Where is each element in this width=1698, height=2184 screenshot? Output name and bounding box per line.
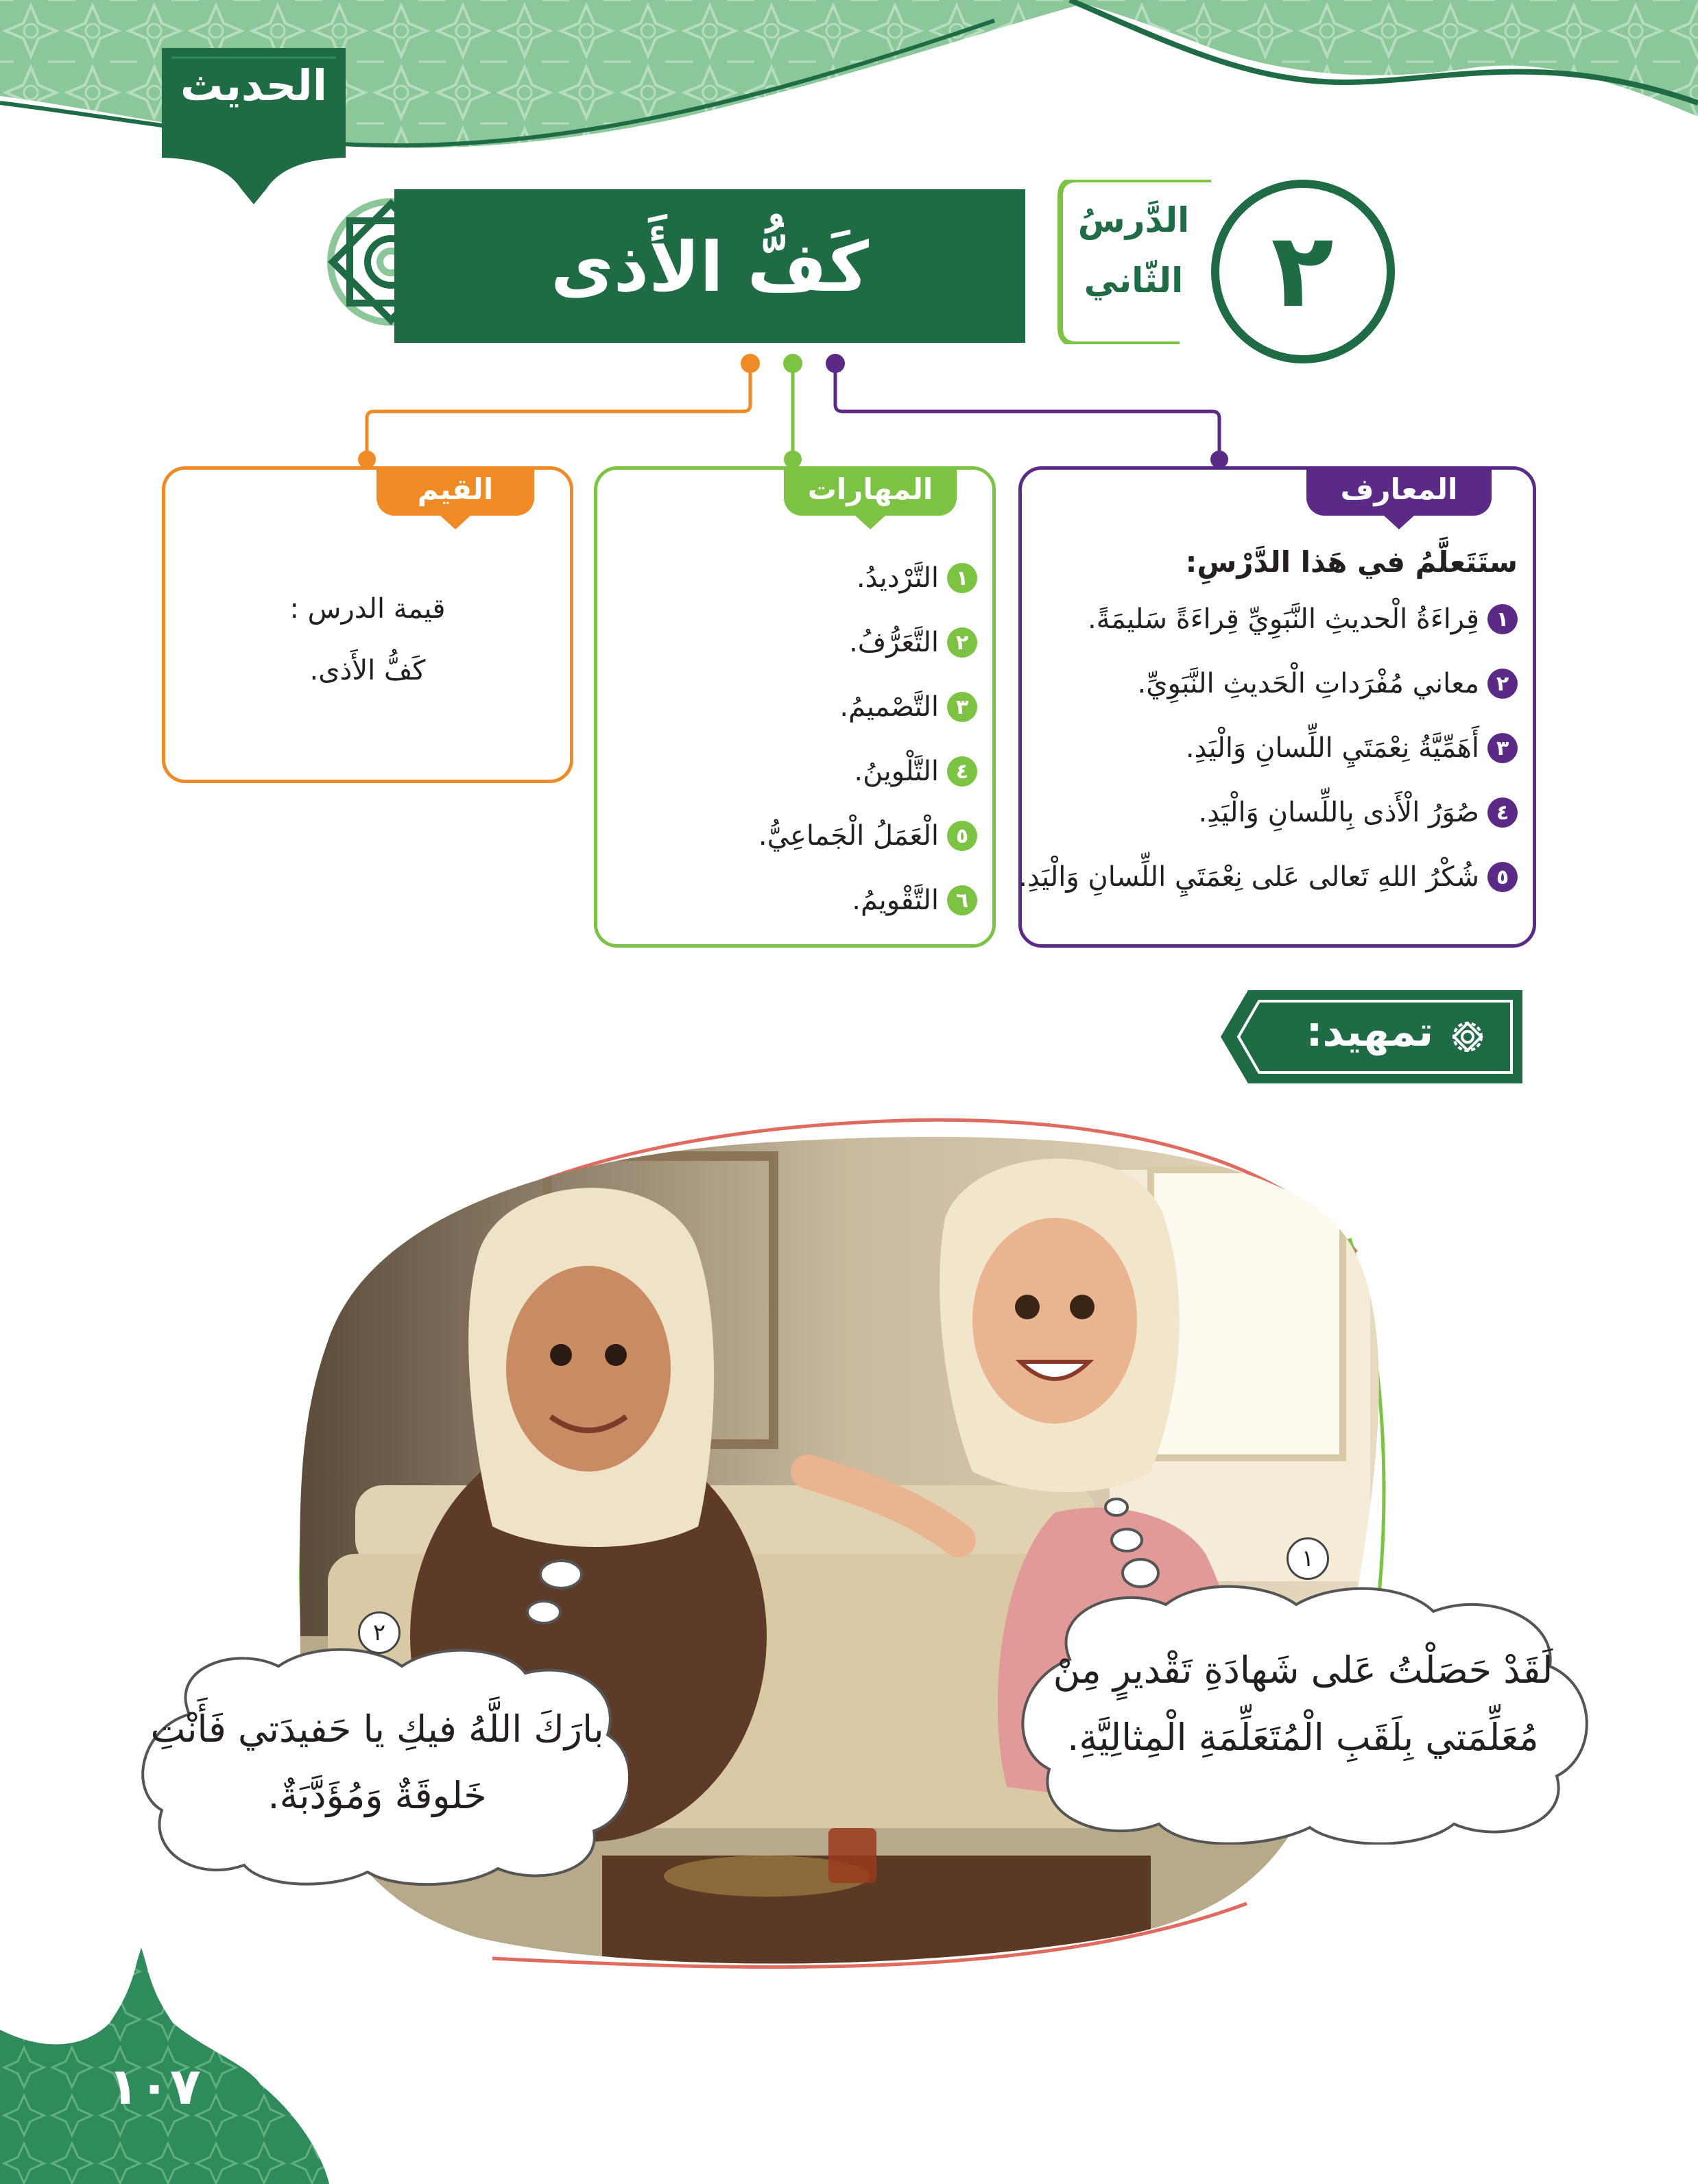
knowledge-item-number: ٥ [1487, 862, 1518, 892]
intro-tag [1221, 990, 1522, 1083]
knowledge-item-text: قِراءَةُ الْحديثِ النَّبَوِيِّ قِراءَةً سَليمَةً. [1087, 603, 1479, 635]
knowledge-item-text: أَهَمِّيَّةُ نِعْمَتَيِ اللِّسانِ وَالْيَدِ. [1185, 732, 1479, 764]
skills-item [610, 549, 977, 607]
knowledge-item [1018, 848, 1518, 906]
intro-label: تمهيد: [1306, 1008, 1433, 1056]
bubble-grandmother-line1: بارَكَ اللَّهُ فيكِ يا حَفيدَتي فَأَنْتِ [150, 1707, 604, 1751]
knowledge-item-text: شُكْرُ اللهِ تَعالى عَلى نِعْمَتَيِ اللِّسانِ وَالْيَدِ. [1018, 861, 1479, 893]
skills-item [610, 872, 977, 929]
knowledge-item-number: ١ [1487, 604, 1518, 634]
knowledge-item [1034, 784, 1518, 841]
values-card [162, 466, 573, 783]
knowledge-tab [1306, 466, 1492, 516]
connector-lines [0, 343, 1698, 480]
knowledge-card [1018, 466, 1536, 948]
values-tab [376, 466, 534, 516]
values-tab-label: القيم [417, 472, 494, 506]
skills-item [610, 614, 977, 671]
knowledge-item-text: صُوَرُ الْأَذى بِاللِّسانِ وَالْيَدِ. [1198, 797, 1479, 828]
lesson-label-line1: الدَّرسُ [1077, 200, 1190, 240]
skills-item-number: ١ [947, 563, 977, 593]
lesson-title: كَفُّ الأَذى [551, 227, 869, 307]
values-label: قيمة الدرس : [289, 593, 446, 625]
knowledge-item-number: ٣ [1487, 733, 1518, 763]
skills-item-text: التَّعَرُّفُ. [849, 627, 939, 658]
skills-card [594, 466, 996, 948]
lesson-title-banner [394, 189, 1025, 343]
skills-item-number: ٥ [947, 821, 977, 851]
knowledge-intro: ستَتَعلَّمُ في هَذا الدَّرْسِ: [1185, 545, 1518, 579]
bubble-girl-line1: لَقَدْ حَصَلْتُ عَلى شَهادَةِ تَقْديرٍ مِنْ [1053, 1648, 1553, 1692]
skills-tab-label: المهارات [807, 472, 933, 506]
lesson-number: ٢ [1271, 211, 1334, 331]
knowledge-item-number: ٢ [1487, 669, 1518, 699]
knowledge-item [1034, 655, 1518, 712]
skills-tab [784, 466, 957, 516]
bubble-number: ٢ [358, 1611, 400, 1654]
skills-item-number: ٢ [947, 627, 977, 658]
skills-item-text: التَّرْديدُ. [856, 562, 939, 594]
flower-icon [1447, 1016, 1488, 1057]
knowledge-tab-label: المعارف [1340, 472, 1458, 506]
lesson-label-line2: الثّاني [1084, 261, 1184, 300]
bubble-girl-line2: مُعَلِّمَتي بِلَقَبِ الْمُتَعَلِّمَةِ الْمِثالِيَّةِ. [1067, 1716, 1539, 1759]
lesson-label [1056, 180, 1211, 344]
skills-item-number: ٣ [947, 692, 977, 722]
bubble-number: ١ [1287, 1537, 1329, 1580]
values-text: كَفُّ الأَذى. [309, 655, 426, 686]
skills-item-text: التَّصْميمُ. [839, 691, 939, 723]
knowledge-item-number: ٤ [1487, 797, 1518, 828]
skills-item [610, 678, 977, 736]
bubble-grandmother-line2: خَلوقَةٌ وَمُؤَدَّبَةٌ. [267, 1774, 487, 1817]
skills-item-text: التَّقْويمُ. [852, 885, 939, 916]
knowledge-item [1034, 719, 1518, 777]
page-number: ١٠٧ [108, 2057, 201, 2116]
skills-item-number: ٦ [947, 885, 977, 915]
skills-item [610, 743, 977, 800]
skills-item [610, 807, 977, 865]
skills-item-text: الْعَمَلُ الْجَماعِيُّ. [758, 820, 939, 852]
skills-item-text: التَّلْوينُ. [854, 756, 939, 787]
section-title: الحديث [180, 60, 327, 110]
knowledge-item-text: معاني مُفْرَداتِ الْحَديثِ النَّبَوِيِّ. [1137, 668, 1479, 699]
skills-item-number: ٤ [947, 756, 977, 787]
knowledge-item [1034, 590, 1518, 648]
